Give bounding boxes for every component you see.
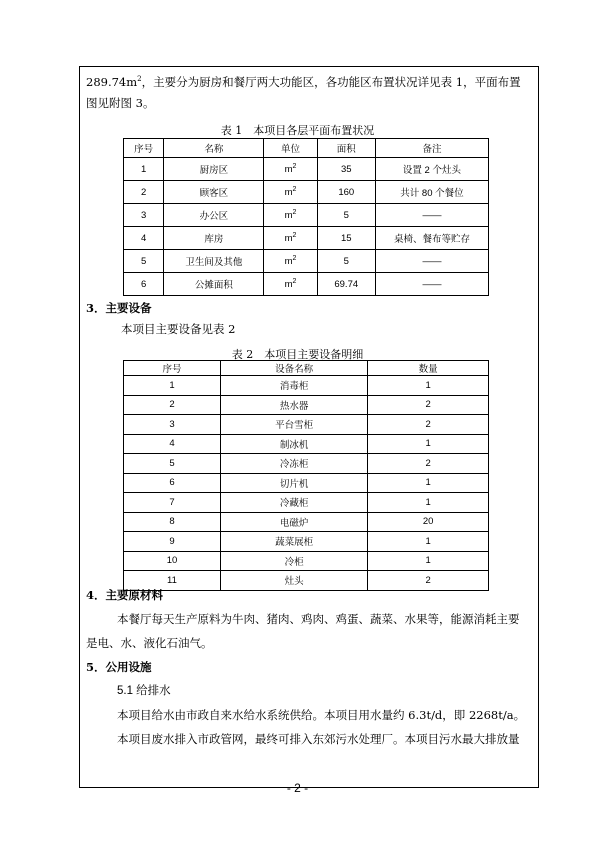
table2-name: 消毒柜 bbox=[220, 376, 367, 396]
table1-no: 2 bbox=[124, 181, 164, 204]
table1-name: 卫生间及其他 bbox=[164, 250, 264, 273]
table2-no: 8 bbox=[124, 512, 221, 532]
table1-no: 4 bbox=[124, 227, 164, 250]
unit-base: m bbox=[284, 279, 293, 291]
table-row bbox=[124, 158, 489, 181]
table2-no: 5 bbox=[124, 454, 221, 474]
table1-unit bbox=[264, 227, 317, 250]
table-row bbox=[124, 454, 489, 474]
table1-no: 5 bbox=[124, 250, 164, 273]
table1-area: 69.74 bbox=[317, 273, 375, 296]
table2-name: 热水器 bbox=[220, 395, 367, 415]
section5-sub1: 5.1 给排水 bbox=[117, 685, 171, 697]
table1-floor-layout bbox=[123, 138, 489, 296]
table1-header-no: 序号 bbox=[124, 139, 164, 158]
table2-header-no: 序号 bbox=[124, 361, 221, 376]
table-row bbox=[124, 493, 489, 513]
intro-line-1 bbox=[86, 72, 521, 90]
area-value: 289.74m bbox=[86, 74, 138, 89]
table-row bbox=[124, 473, 489, 493]
section3-heading: 3．主要设备 bbox=[86, 301, 152, 315]
table2-no: 7 bbox=[124, 493, 221, 513]
table1-no: 6 bbox=[124, 273, 164, 296]
unit-base: m bbox=[284, 256, 293, 268]
unit-superscript: 2 bbox=[292, 162, 297, 170]
section4-heading: 4．主要原材料 bbox=[86, 588, 164, 602]
unit-superscript: 2 bbox=[292, 185, 297, 193]
unit-base: m bbox=[284, 164, 293, 176]
table2-qty: 1 bbox=[368, 376, 489, 396]
table2-no: 6 bbox=[124, 473, 221, 493]
table-row bbox=[124, 551, 489, 571]
table2-qty: 1 bbox=[368, 532, 489, 552]
table2-qty: 2 bbox=[368, 395, 489, 415]
table2-name: 制冰机 bbox=[220, 434, 367, 454]
table2-header-qty: 数量 bbox=[368, 361, 489, 376]
table1-name: 顾客区 bbox=[164, 181, 264, 204]
table1-name: 办公区 bbox=[164, 204, 264, 227]
table-row bbox=[124, 395, 489, 415]
table2-no: 4 bbox=[124, 434, 221, 454]
unit-superscript: 2 bbox=[292, 277, 297, 285]
table-row bbox=[124, 512, 489, 532]
table1-unit bbox=[264, 204, 317, 227]
table2-no: 10 bbox=[124, 551, 221, 571]
table2-no: 9 bbox=[124, 532, 221, 552]
table2-name: 切片机 bbox=[220, 473, 367, 493]
table2-no: 3 bbox=[124, 415, 221, 435]
unit-superscript: 2 bbox=[292, 231, 297, 239]
table1-area: 35 bbox=[317, 158, 375, 181]
table1-caption: 表 1 本项目各层平面布置状况 bbox=[220, 124, 375, 137]
table2-name: 灶头 bbox=[220, 571, 367, 591]
unit-superscript: 2 bbox=[292, 254, 297, 262]
table1-header-note: 备注 bbox=[375, 139, 488, 158]
table1-area: 5 bbox=[317, 250, 375, 273]
table1-unit bbox=[264, 158, 317, 181]
table2-qty: 2 bbox=[368, 571, 489, 591]
page-number: - 2 - bbox=[286, 781, 309, 795]
table1-area: 160 bbox=[317, 181, 375, 204]
table1-name: 厨房区 bbox=[164, 158, 264, 181]
table1-header-name: 名称 bbox=[164, 139, 264, 158]
table2-equipment bbox=[123, 360, 489, 591]
table1-header-unit: 单位 bbox=[264, 139, 317, 158]
table1-note: —— bbox=[375, 273, 488, 296]
table2-qty: 2 bbox=[368, 454, 489, 474]
table2-qty: 1 bbox=[368, 493, 489, 513]
table1-note: 共计 80 个餐位 bbox=[375, 181, 488, 204]
table1-no: 1 bbox=[124, 158, 164, 181]
table2-name: 蔬菜展柜 bbox=[220, 532, 367, 552]
section3-text: 本项目主要设备见表 2 bbox=[121, 322, 236, 336]
table-row bbox=[124, 181, 489, 204]
unit-base: m bbox=[284, 187, 293, 199]
table1-header-area: 面积 bbox=[317, 139, 375, 158]
table2-qty: 20 bbox=[368, 512, 489, 532]
table-row bbox=[124, 204, 489, 227]
table1-unit bbox=[264, 181, 317, 204]
table1-note: 桌椅、餐布等贮存 bbox=[375, 227, 488, 250]
section5-line-1: 本项目给水由市政自来水给水系统供给。本项目用水量约 6.3t/d，即 2268t/a。 bbox=[117, 708, 526, 722]
table2-name: 冷柜 bbox=[220, 551, 367, 571]
area-superscript: 2 bbox=[137, 75, 142, 83]
unit-base: m bbox=[284, 233, 293, 245]
table1-unit bbox=[264, 273, 317, 296]
section5-heading: 5．公用设施 bbox=[86, 660, 152, 674]
table1-note: 设置 2 个灶头 bbox=[375, 158, 488, 181]
table2-qty: 1 bbox=[368, 473, 489, 493]
unit-superscript: 2 bbox=[292, 208, 297, 216]
section5-line-2: 本项目废水排入市政管网，最终可排入东郊污水处理厂。本项目污水最大排放量 bbox=[117, 732, 520, 746]
table2-caption: 表 2 本项目主要设备明细 bbox=[231, 348, 364, 361]
table2-qty: 2 bbox=[368, 415, 489, 435]
table-row bbox=[124, 376, 489, 396]
table1-note: —— bbox=[375, 250, 488, 273]
table1-name: 库房 bbox=[164, 227, 264, 250]
table-row bbox=[124, 434, 489, 454]
table2-no: 11 bbox=[124, 571, 221, 591]
table1-note: —— bbox=[375, 204, 488, 227]
table2-name: 冷藏柜 bbox=[220, 493, 367, 513]
section4-line-2: 是电、水、液化石油气。 bbox=[86, 636, 213, 650]
table2-no: 2 bbox=[124, 395, 221, 415]
table-row bbox=[124, 571, 489, 591]
table1-area: 5 bbox=[317, 204, 375, 227]
table-row bbox=[124, 532, 489, 552]
table2-header-name: 设备名称 bbox=[220, 361, 367, 376]
table2-name: 电磁炉 bbox=[220, 512, 367, 532]
table2-qty: 1 bbox=[368, 551, 489, 571]
table-row bbox=[124, 415, 489, 435]
table-row bbox=[124, 273, 489, 296]
table1-no: 3 bbox=[124, 204, 164, 227]
table-row bbox=[124, 250, 489, 273]
intro-line-1-text: ，主要分为厨房和餐厅两大功能区，各功能区布置状况详见表 1，平面布置 bbox=[141, 74, 521, 89]
table-row bbox=[124, 227, 489, 250]
intro-line-2: 图见附图 3。 bbox=[86, 96, 155, 110]
table2-name: 冷冻柜 bbox=[220, 454, 367, 474]
table2-qty: 1 bbox=[368, 434, 489, 454]
unit-base: m bbox=[284, 210, 293, 222]
table1-area: 15 bbox=[317, 227, 375, 250]
table1-name: 公摊面积 bbox=[164, 273, 264, 296]
table1-unit bbox=[264, 250, 317, 273]
table2-name: 平台雪柜 bbox=[220, 415, 367, 435]
table2-no: 1 bbox=[124, 376, 221, 396]
section4-line-1: 本餐厅每天生产原料为牛肉、猪肉、鸡肉、鸡蛋、蔬菜、水果等，能源消耗主要 bbox=[117, 612, 520, 626]
